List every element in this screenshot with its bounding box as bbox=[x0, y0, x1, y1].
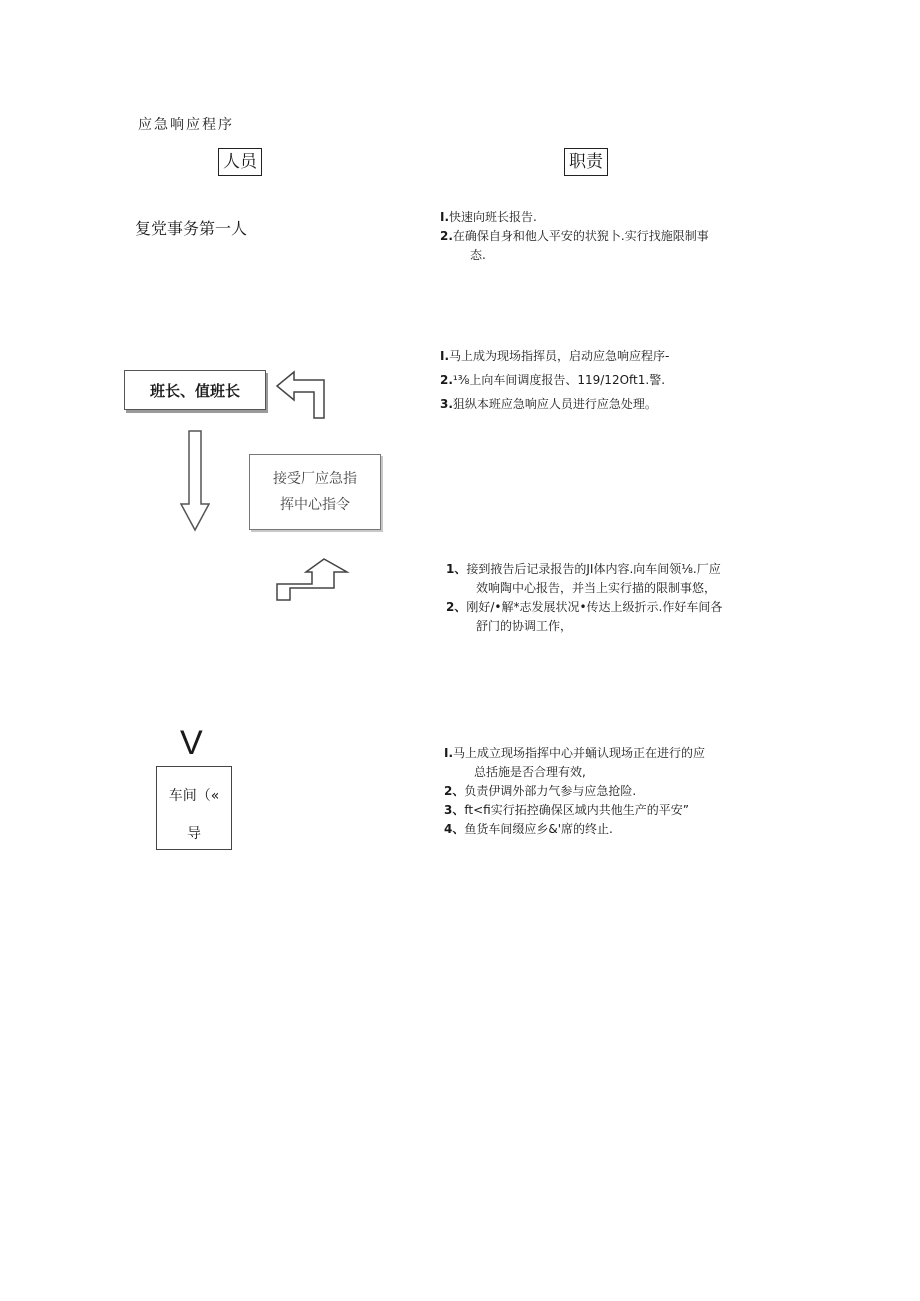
arrow-down-icon bbox=[180, 430, 210, 532]
role-line: 车间（« bbox=[168, 788, 220, 804]
duty-item: 2、刚好/•解*志发展状况•传达上级折示.作好车间各 bbox=[446, 600, 723, 614]
page-title: 应急响应程序 bbox=[138, 117, 234, 133]
header-role: 人员 bbox=[218, 148, 262, 176]
duty-item: 2.¹⅜上向车间调度报告、119/12Oft1.警. bbox=[440, 373, 666, 387]
duty-item: 2.在确保自身和他人平安的状猊卜.实行找施限制事 bbox=[440, 229, 709, 243]
bent-arrow-up-icon bbox=[276, 558, 350, 602]
duty-item: 3、ft<fi实行拓控确保区域内共他生产的平安” bbox=[444, 803, 689, 817]
role-command-center bbox=[249, 454, 381, 530]
duty-item-cont: 舒门的协调工作， bbox=[476, 619, 573, 633]
duty-item: I.马上成立现场指挥中心并蛹认现场正在进行的应 bbox=[444, 746, 706, 760]
duty-item: 2、负责伊调外部力气参与应急抢险. bbox=[444, 784, 637, 798]
role-line: 接受厂应急指 bbox=[273, 471, 357, 487]
duty-list-first-person bbox=[440, 208, 709, 265]
role-shift-leader: 班长、值班长 bbox=[124, 370, 266, 410]
role-line: 导 bbox=[187, 826, 201, 842]
duty-list-command-center bbox=[446, 560, 722, 636]
bent-arrow-left-icon bbox=[276, 370, 328, 420]
duty-item: I.快速向班长报告. bbox=[440, 210, 537, 224]
marker-v: V bbox=[180, 724, 203, 762]
duty-item: 4、鱼货车间缀应乡&'席的终止. bbox=[444, 822, 613, 836]
duty-item-cont: 态. bbox=[470, 248, 486, 262]
duty-item: 3.狙纵本班应急响应人员进行应急处理。 bbox=[440, 397, 657, 411]
role-workshop-leader bbox=[156, 766, 232, 850]
duty-item-cont: 总括施是否合理有效, bbox=[474, 765, 586, 779]
duty-list-shift-leader bbox=[440, 344, 669, 416]
duty-list-workshop-leader bbox=[444, 744, 705, 839]
duty-item: I.马上成为现场指挥员，启动应急响应程序- bbox=[440, 349, 670, 363]
role-first-person: 复党事务第一人 bbox=[135, 219, 248, 238]
role-line: 挥中心指令 bbox=[280, 497, 350, 513]
duty-item: 1、接到掖告后记录报告的JI体内容.向车间领⅛.厂应 bbox=[446, 562, 721, 576]
duty-item-cont: 效响陶中心报告，并当上实行描的限制事悠， bbox=[476, 581, 717, 595]
header-duty: 职责 bbox=[564, 148, 608, 176]
